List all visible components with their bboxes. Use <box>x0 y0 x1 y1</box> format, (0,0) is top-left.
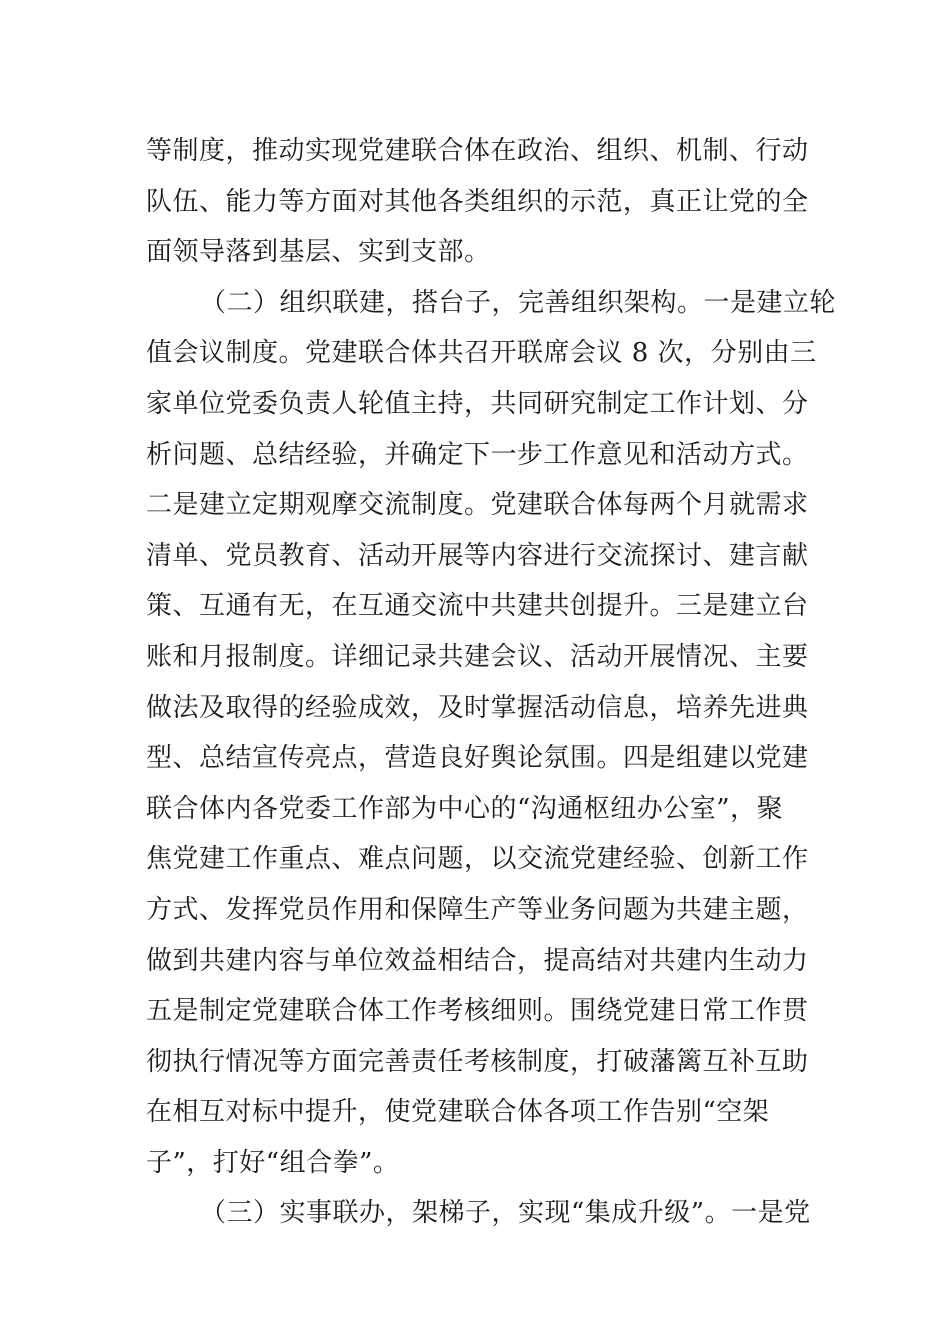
text-line: 值会议制度。党建联合体共召开联席会议 8 次，分别由三 <box>146 338 817 369</box>
text-line: 做法及取得的经验成效，及时掌握活动信息，培养先进典 <box>146 692 809 723</box>
text-line: 五是制定党建联合体工作考核细则。围绕党建日常工作贯 <box>146 996 809 1027</box>
text-line: 做到共建内容与单位效益相结合，提高结对共建内生动力 <box>146 945 809 976</box>
text-line: 账和月报制度。详细记录共建会议、活动开展情况、主要 <box>146 641 809 672</box>
text-line: 焦党建工作重点、难点问题，以交流党建经验、创新工作 <box>146 844 809 875</box>
text-line: 清单、党员教育、活动开展等内容进行交流探讨、建言献 <box>146 540 809 571</box>
text-line: 策、互通有无，在互通交流中共建共创提升。三是建立台 <box>146 591 809 622</box>
text-line: 队伍、能力等方面对其他各类组织的示范，真正让党的全 <box>146 186 809 217</box>
text-line: 联合体内各党委工作部为中心的“沟通枢纽办公室”，聚 <box>146 793 784 824</box>
text-line: 方式、发挥党员作用和保障生产等业务问题为共建主题， <box>146 894 809 925</box>
document-body <box>146 126 837 1239</box>
text-line: 二是建立定期观摩交流制度。党建联合体每两个月就需求 <box>146 490 809 521</box>
text-line: 彻执行情况等方面完善责任考核制度，打破藩篱互补互助 <box>146 1046 809 1077</box>
text-line: （三）实事联办，架梯子，实现“集成升级”。一是党 <box>200 1198 811 1229</box>
text-line: （二）组织联建，搭台子，完善组织架构。一是建立轮 <box>200 287 837 318</box>
text-line: 等制度，推动实现党建联合体在政治、组织、机制、行动 <box>146 136 809 166</box>
text-line: 面领导落到基层、实到支部。 <box>146 237 491 268</box>
text-line: 子”，打好“组合拳”。 <box>146 1147 400 1178</box>
text-line: 析问题、总结经验，并确定下一步工作意见和活动方式。 <box>146 439 809 470</box>
text-line: 型、总结宣传亮点，营造良好舆论氛围。四是组建以党建 <box>146 743 809 774</box>
text-line: 家单位党委负责人轮值主持，共同研究制定工作计划、分 <box>146 388 809 419</box>
text-line: 在相互对标中提升，使党建联合体各项工作告别“空架 <box>146 1097 770 1128</box>
